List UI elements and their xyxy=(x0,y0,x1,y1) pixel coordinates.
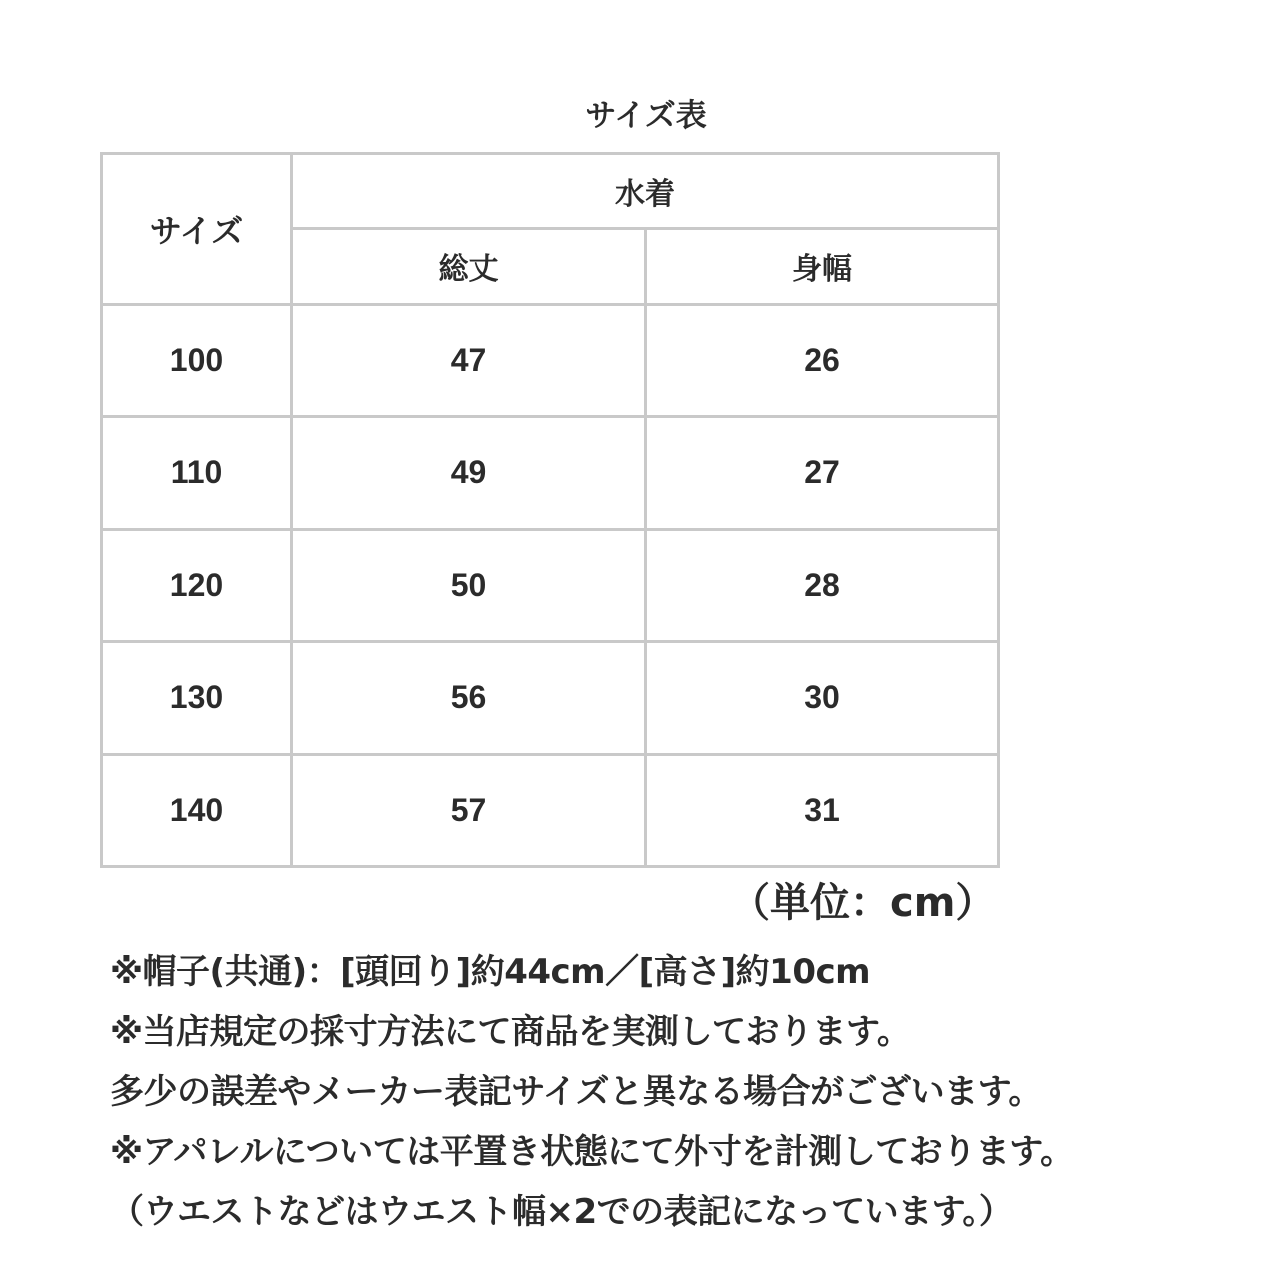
size-table xyxy=(100,152,1000,868)
width-column-header: 身幅 xyxy=(647,230,1000,305)
size-cell: 100 xyxy=(103,306,293,418)
width-cell: 30 xyxy=(647,643,1000,755)
table-row xyxy=(103,531,1000,643)
table-row xyxy=(103,418,1000,530)
notes-block xyxy=(110,942,1270,1242)
width-cell: 28 xyxy=(647,531,1000,643)
table-row xyxy=(103,306,1000,418)
size-column-header: サイズ xyxy=(103,155,293,306)
measurement-method-note: ※当店規定の採寸方法にて商品を実測しております。 xyxy=(110,1012,911,1052)
table-header-row xyxy=(103,155,1000,230)
table-row xyxy=(103,756,1000,869)
apparel-measurement-note: ※アパレルについては平置き状態にて外寸を計測しております。 xyxy=(110,1132,1074,1172)
length-cell: 57 xyxy=(293,756,647,869)
length-cell: 56 xyxy=(293,643,647,755)
unit-note: （単位：cm） xyxy=(730,880,996,926)
size-cell: 110 xyxy=(103,418,293,530)
swimwear-group-header: 水着 xyxy=(293,155,1000,230)
width-cell: 31 xyxy=(647,756,1000,869)
length-cell: 50 xyxy=(293,531,647,643)
width-cell: 26 xyxy=(647,306,1000,418)
length-cell: 47 xyxy=(293,306,647,418)
size-cell: 140 xyxy=(103,756,293,869)
waist-note: （ウエストなどはウエスト幅×2での表記になっています。） xyxy=(110,1192,1013,1232)
error-margin-note: 多少の誤差やメーカー表記サイズと異なる場合がございます。 xyxy=(110,1072,1042,1112)
size-cell: 130 xyxy=(103,643,293,755)
length-cell: 49 xyxy=(293,418,647,530)
size-cell: 120 xyxy=(103,531,293,643)
length-column-header: 総丈 xyxy=(293,230,647,305)
page-title: サイズ表 xyxy=(585,98,707,134)
table-row xyxy=(103,643,1000,755)
hat-size-note: ※帽子(共通)：[頭回り]約44cm／[高さ]約10cm xyxy=(110,952,871,992)
width-cell: 27 xyxy=(647,418,1000,530)
